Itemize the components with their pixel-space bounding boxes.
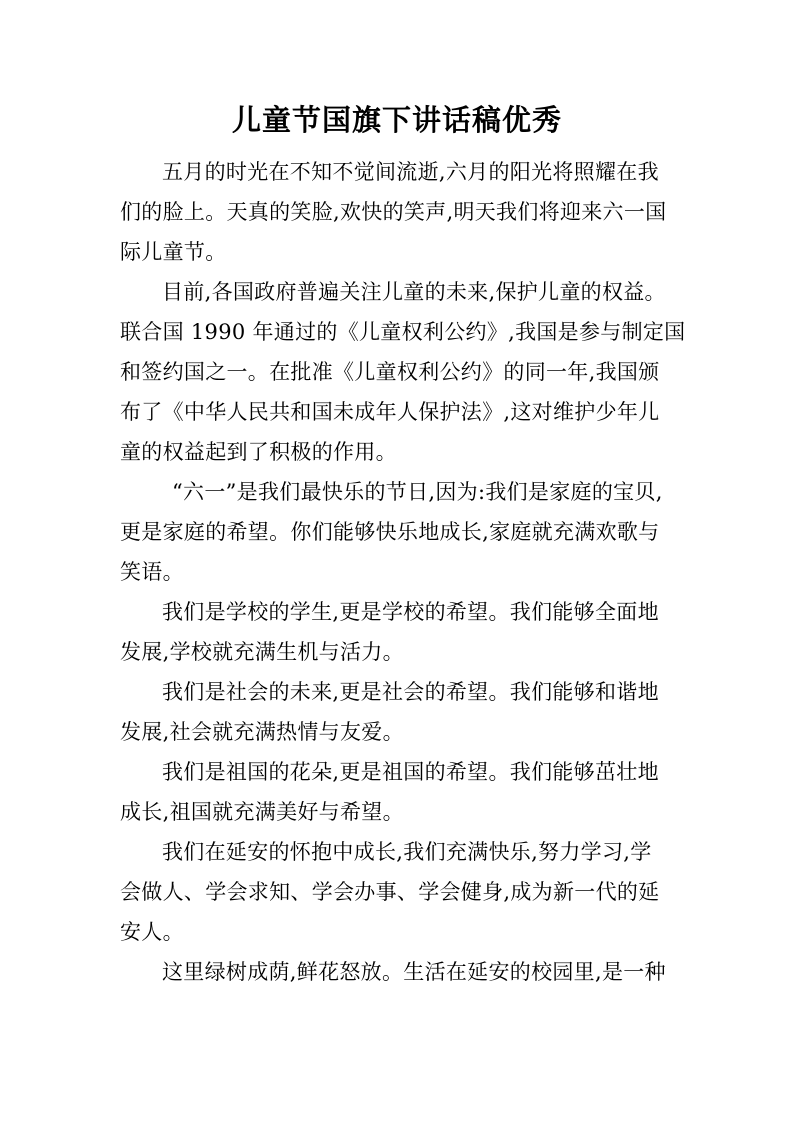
paragraph-line: 更是家庭的希望。你们能够快乐地成长,家庭就充满欢歌与 (120, 520, 660, 544)
paragraph-line: 成长,祖国就充满美好与希望。 (120, 800, 404, 824)
paragraph-6 (120, 752, 680, 832)
paragraph-line: 们的脸上。天真的笑脸,欢快的笑声,明天我们将迎来六一国 (120, 200, 667, 224)
paragraph-line: 我们是社会的未来,更是社会的希望。我们能够和谐地 (162, 680, 659, 704)
paragraph-line: 会做人、学会求知、学会办事、学会健身,成为新一代的延 (120, 880, 660, 904)
paragraph-line: 发展,学校就充满生机与活力。 (120, 640, 404, 664)
paragraph-line: 布了《中华人民共和国未成年人保护法》,这对维护少年儿 (120, 400, 660, 424)
paragraph-line: 联合国 1990 年通过的《儿童权利公约》,我国是参与制定国 (120, 320, 686, 344)
paragraph-3 (120, 472, 680, 592)
paragraph-line: 安人。 (120, 920, 184, 944)
paragraph-line: 五月的时光在不知不觉间流逝,六月的阳光将照耀在我 (162, 160, 659, 184)
paragraph-line: 我们在延安的怀抱中成长,我们充满快乐,努力学习,学 (162, 840, 652, 864)
paragraph-line: 际儿童节。 (120, 240, 227, 264)
paragraph-line: 和签约国之一。在批准《儿童权利公约》的同一年,我国颁 (120, 360, 660, 384)
paragraph-line: 目前,各国政府普遍关注儿童的未来,保护儿童的权益。 (162, 280, 666, 304)
paragraph-line: 这里绿树成荫,鲜花怒放。生活在延安的校园里,是一种 (162, 960, 666, 984)
paragraph-8 (120, 952, 680, 992)
paragraph-4 (120, 592, 680, 672)
paragraph-line: 发展,社会就充满热情与友爱。 (120, 720, 404, 744)
paragraph-line: “六一”是我们最快乐的节日,因为:我们是家庭的宝贝, (172, 480, 663, 504)
paragraph-line: 笑语。 (120, 560, 184, 584)
paragraph-5 (120, 672, 680, 752)
paragraph-line: 我们是学校的学生,更是学校的希望。我们能够全面地 (162, 600, 659, 624)
paragraph-line: 我们是祖国的花朵,更是祖国的希望。我们能够茁壮地 (162, 760, 659, 784)
paragraph-1 (120, 152, 680, 272)
paragraph-2 (120, 272, 686, 472)
document-body (120, 152, 686, 992)
paragraph-line: 童的权益起到了积极的作用。 (120, 440, 397, 464)
document-title: 儿童节国旗下讲话稿优秀 (231, 103, 562, 137)
paragraph-7 (120, 832, 680, 952)
